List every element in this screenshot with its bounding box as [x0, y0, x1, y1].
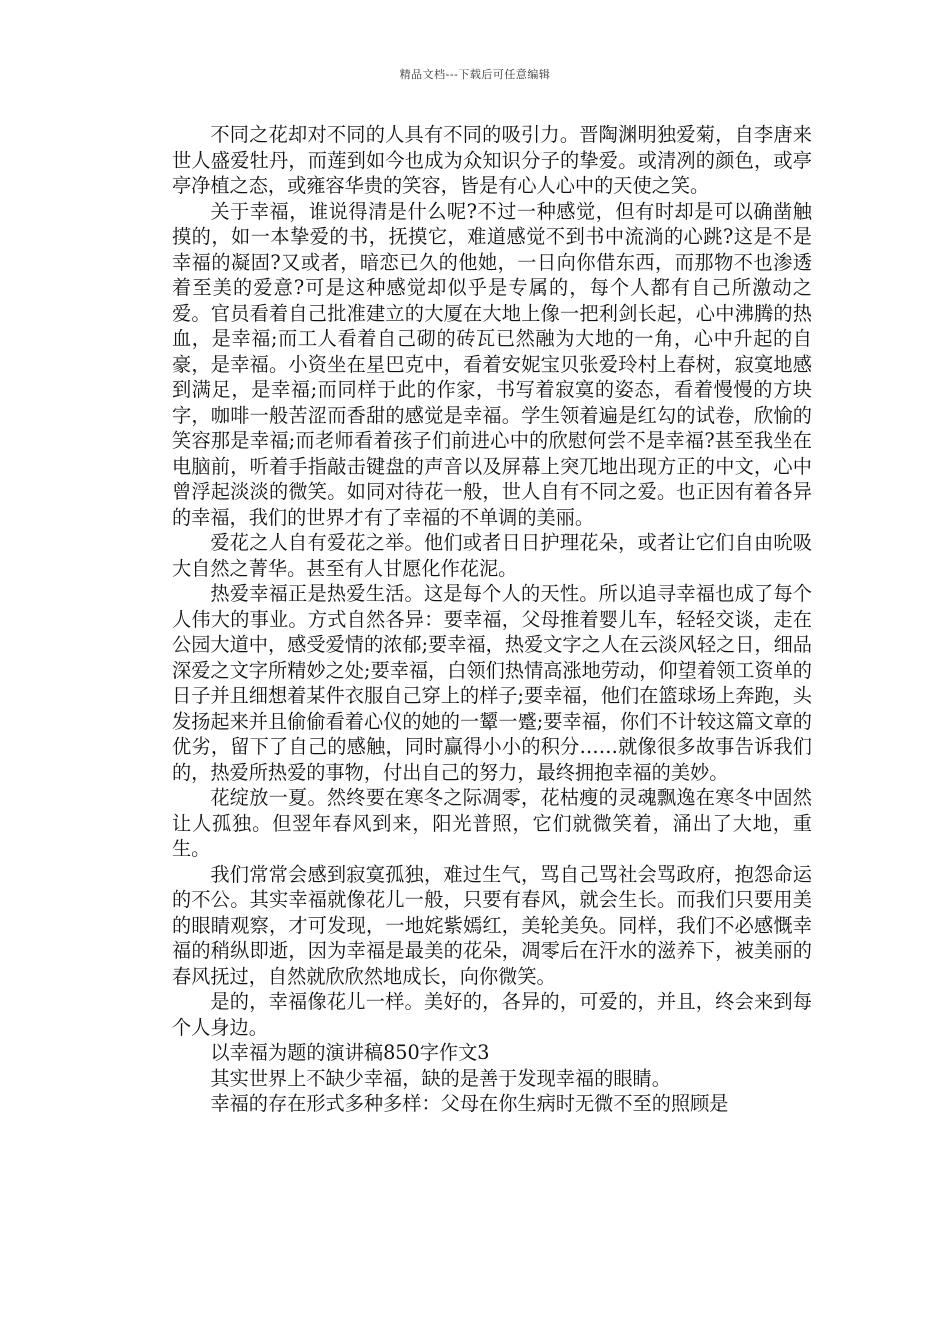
paragraph-2: 关于幸福，谁说得清是什么呢?不过一种感觉，但有时却是可以确凿触摸的，如一本挚爱的书，抚摸它，难道感觉不到书中流淌的心跳?这是不是幸福的凝固?又或者，暗恋已久的他她，一日向你借东西，而那物不也渗透着至美的爱意?可是这种感觉却似乎是专属的，每个人都有自己所激动之爱。官员看着自己批准建立的大厦在大地上像一把利剑长起，心中沸腾的热血，是幸福;而工人看着自己砌的砖瓦已然融为大地的一角，心中升起的自豪，是幸福。小资坐在星巴克中，看着安妮宝贝张爱玲村上春树，寂寞地感到满足，是幸福;而同样于此的作家，书写着寂寞的姿态，看着慢慢的方块字，咖啡一般苦涩而香甜的感觉是幸福。学生领着遍是红勾的试卷，欣愉的笑容那是幸福;而老师看着孩子们前进心中的欣慰何尝不是幸福?甚至我坐在电脑前，听着手指敲击键盘的声音以及屏幕上突兀地出现方正的中文，心中曾浮起淡淡的微笑。如同对待花一般，世人自有不同之爱。也正因有着各异的幸福，我们的世界才有了幸福的不单调的美丽。 — [172, 199, 812, 529]
page-header: 精品文档---下载后可任意编辑 — [399, 68, 551, 81]
paragraph-6: 我们常常会感到寂寞孤独，难过生气，骂自己骂社会骂政府，抱怨命运的不公。其实幸福就像花儿一般，只要有春风，就会生长。而我们只要用美的眼睛观察，才可发现，一地姹紫嫣红，美轮美奂。同样，我们不必感慨幸福的稍纵即逝，因为幸福是最美的花朵，凋零后在汗水的滋养下，被美丽的春风抚过，自然就欣欣然地成长，向你微笑。 — [172, 862, 812, 988]
paragraph-4: 热爱幸福正是热爱生活。这是每个人的天性。所以追寻幸福也成了每个人伟大的事业。方式自然各异：要幸福，父母推着婴儿车，轻轻交谈，走在公园大道中，感受爱情的浓郁;要幸福，热爱文字之人在云淡风轻之日，细品深爱之文字所精妙之处;要幸福，白领们热情高涨地劳动，仰望着领工资单的日子并且细想着某件衣服自己穿上的样子;要幸福，他们在篮球场上奔跑，头发扬起来并且偷偷看着心仪的她的一颦一蹙;要幸福，你们不计较这篇文章的优劣，留下了自己的感触，同时赢得小小的积分……就像很多故事告诉我们的，热爱所热爱的事物，付出自己的努力，最终拥抱幸福的美妙。 — [172, 582, 812, 784]
document-body — [172, 122, 812, 1117]
paragraph-7: 是的，幸福像花儿一样。美好的，各异的，可爱的，并且，终会来到每个人身边。 — [172, 990, 812, 1039]
paragraph-1: 不同之花却对不同的人具有不同的吸引力。晋陶渊明独爱菊，自李唐来世人盛爱牡丹，而莲到如今也成为众知识分子的挚爱。或清冽的颜色，或亭亭净植之态，或雍容华贵的笑容，皆是有心人心中的天使之笑。 — [172, 123, 812, 197]
paragraph-5: 花绽放一夏。然终要在寒冬之际凋零，花枯瘦的灵魂飘逸在寒冬中固然让人孤独。但翌年春风到来，阳光普照，它们就微笑着，涌出了大地，重生。 — [172, 786, 812, 860]
paragraph-8: 其实世界上不缺少幸福，缺的是善于发现幸福的眼睛。 — [210, 1066, 671, 1090]
paragraph-3: 爱花之人自有爱花之举。他们或者日日护理花朵，或者让它们自由吮吸大自然之菁华。甚至有人甘愿化作花泥。 — [172, 531, 812, 580]
paragraph-9: 幸福的存在形式多种多样：父母在你生病时无微不至的照顾是 — [210, 1092, 729, 1115]
section-title: 以幸福为题的演讲稿850字作文3 — [210, 1041, 490, 1064]
